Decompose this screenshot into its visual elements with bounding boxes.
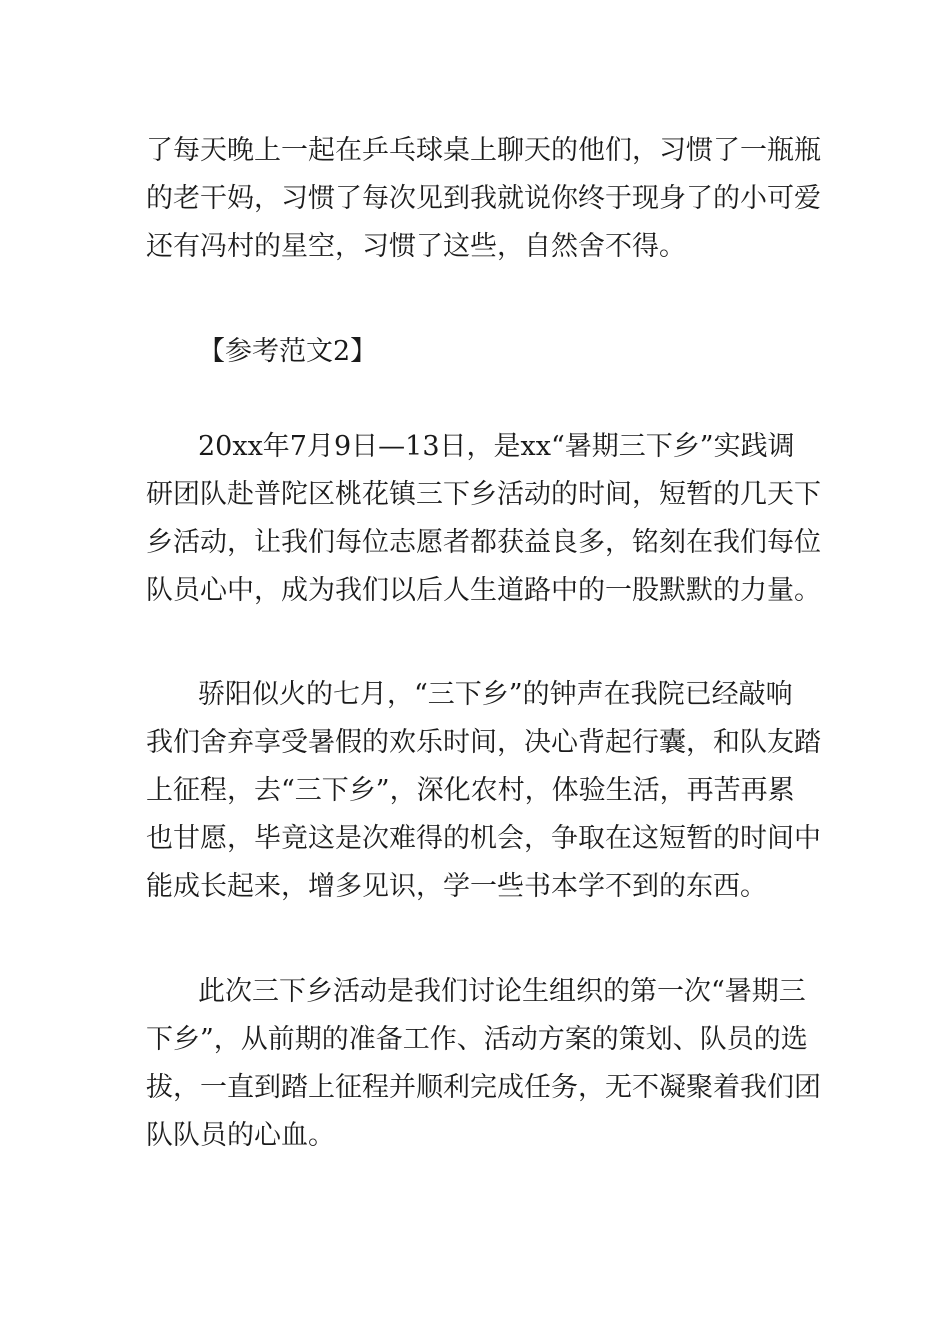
- paragraph-4-line-3: 拔，一直到踏上征程并顺利完成任务，无不凝聚着我们团: [146, 1072, 821, 1103]
- paragraph-1-line-3: 还有冯村的星空，习惯了这些，自然舍不得。: [146, 231, 686, 262]
- paragraph-4-line-1: 此次三下乡活动是我们讨论生组织的第一次“暑期三: [198, 976, 806, 1007]
- paragraph-3-line-3: 上征程，去“三下乡”，深化农村，体验生活，再苦再累: [146, 775, 795, 806]
- paragraph-3-line-2: 我们舍弃享受暑假的欢乐时间，决心背起行囊，和队友踏: [146, 727, 821, 758]
- paragraph-2-line-4: 队员心中，成为我们以后人生道路中的一股默默的力量。: [146, 575, 821, 606]
- paragraph-2-line-1: 20xx年7月9日—13日，是xx“暑期三下乡”实践调: [198, 431, 795, 462]
- paragraph-1-line-1: 了每天晚上一起在乒乓球桌上聊天的他们，习惯了一瓶瓶: [146, 135, 821, 166]
- section-heading: 【参考范文2】: [198, 336, 378, 367]
- paragraph-3-line-1: 骄阳似火的七月，“三下乡”的钟声在我院已经敲响: [198, 679, 793, 710]
- paragraph-3-line-5: 能成长起来，增多见识，学一些书本学不到的东西。: [146, 871, 767, 902]
- paragraph-1-line-2: 的老干妈，习惯了每次见到我就说你终于现身了的小可爱: [146, 183, 821, 214]
- paragraph-3-line-4: 也甘愿，毕竟这是次难得的机会，争取在这短暂的时间中: [146, 823, 821, 854]
- paragraph-4-line-2: 下乡”，从前期的准备工作、活动方案的策划、队员的选: [146, 1024, 808, 1055]
- paragraph-2-line-3: 乡活动，让我们每位志愿者都获益良多，铭刻在我们每位: [146, 527, 821, 558]
- paragraph-4-line-4: 队队员的心血。: [146, 1120, 335, 1151]
- paragraph-2-line-2: 研团队赴普陀区桃花镇三下乡活动的时间，短暂的几天下: [146, 479, 821, 510]
